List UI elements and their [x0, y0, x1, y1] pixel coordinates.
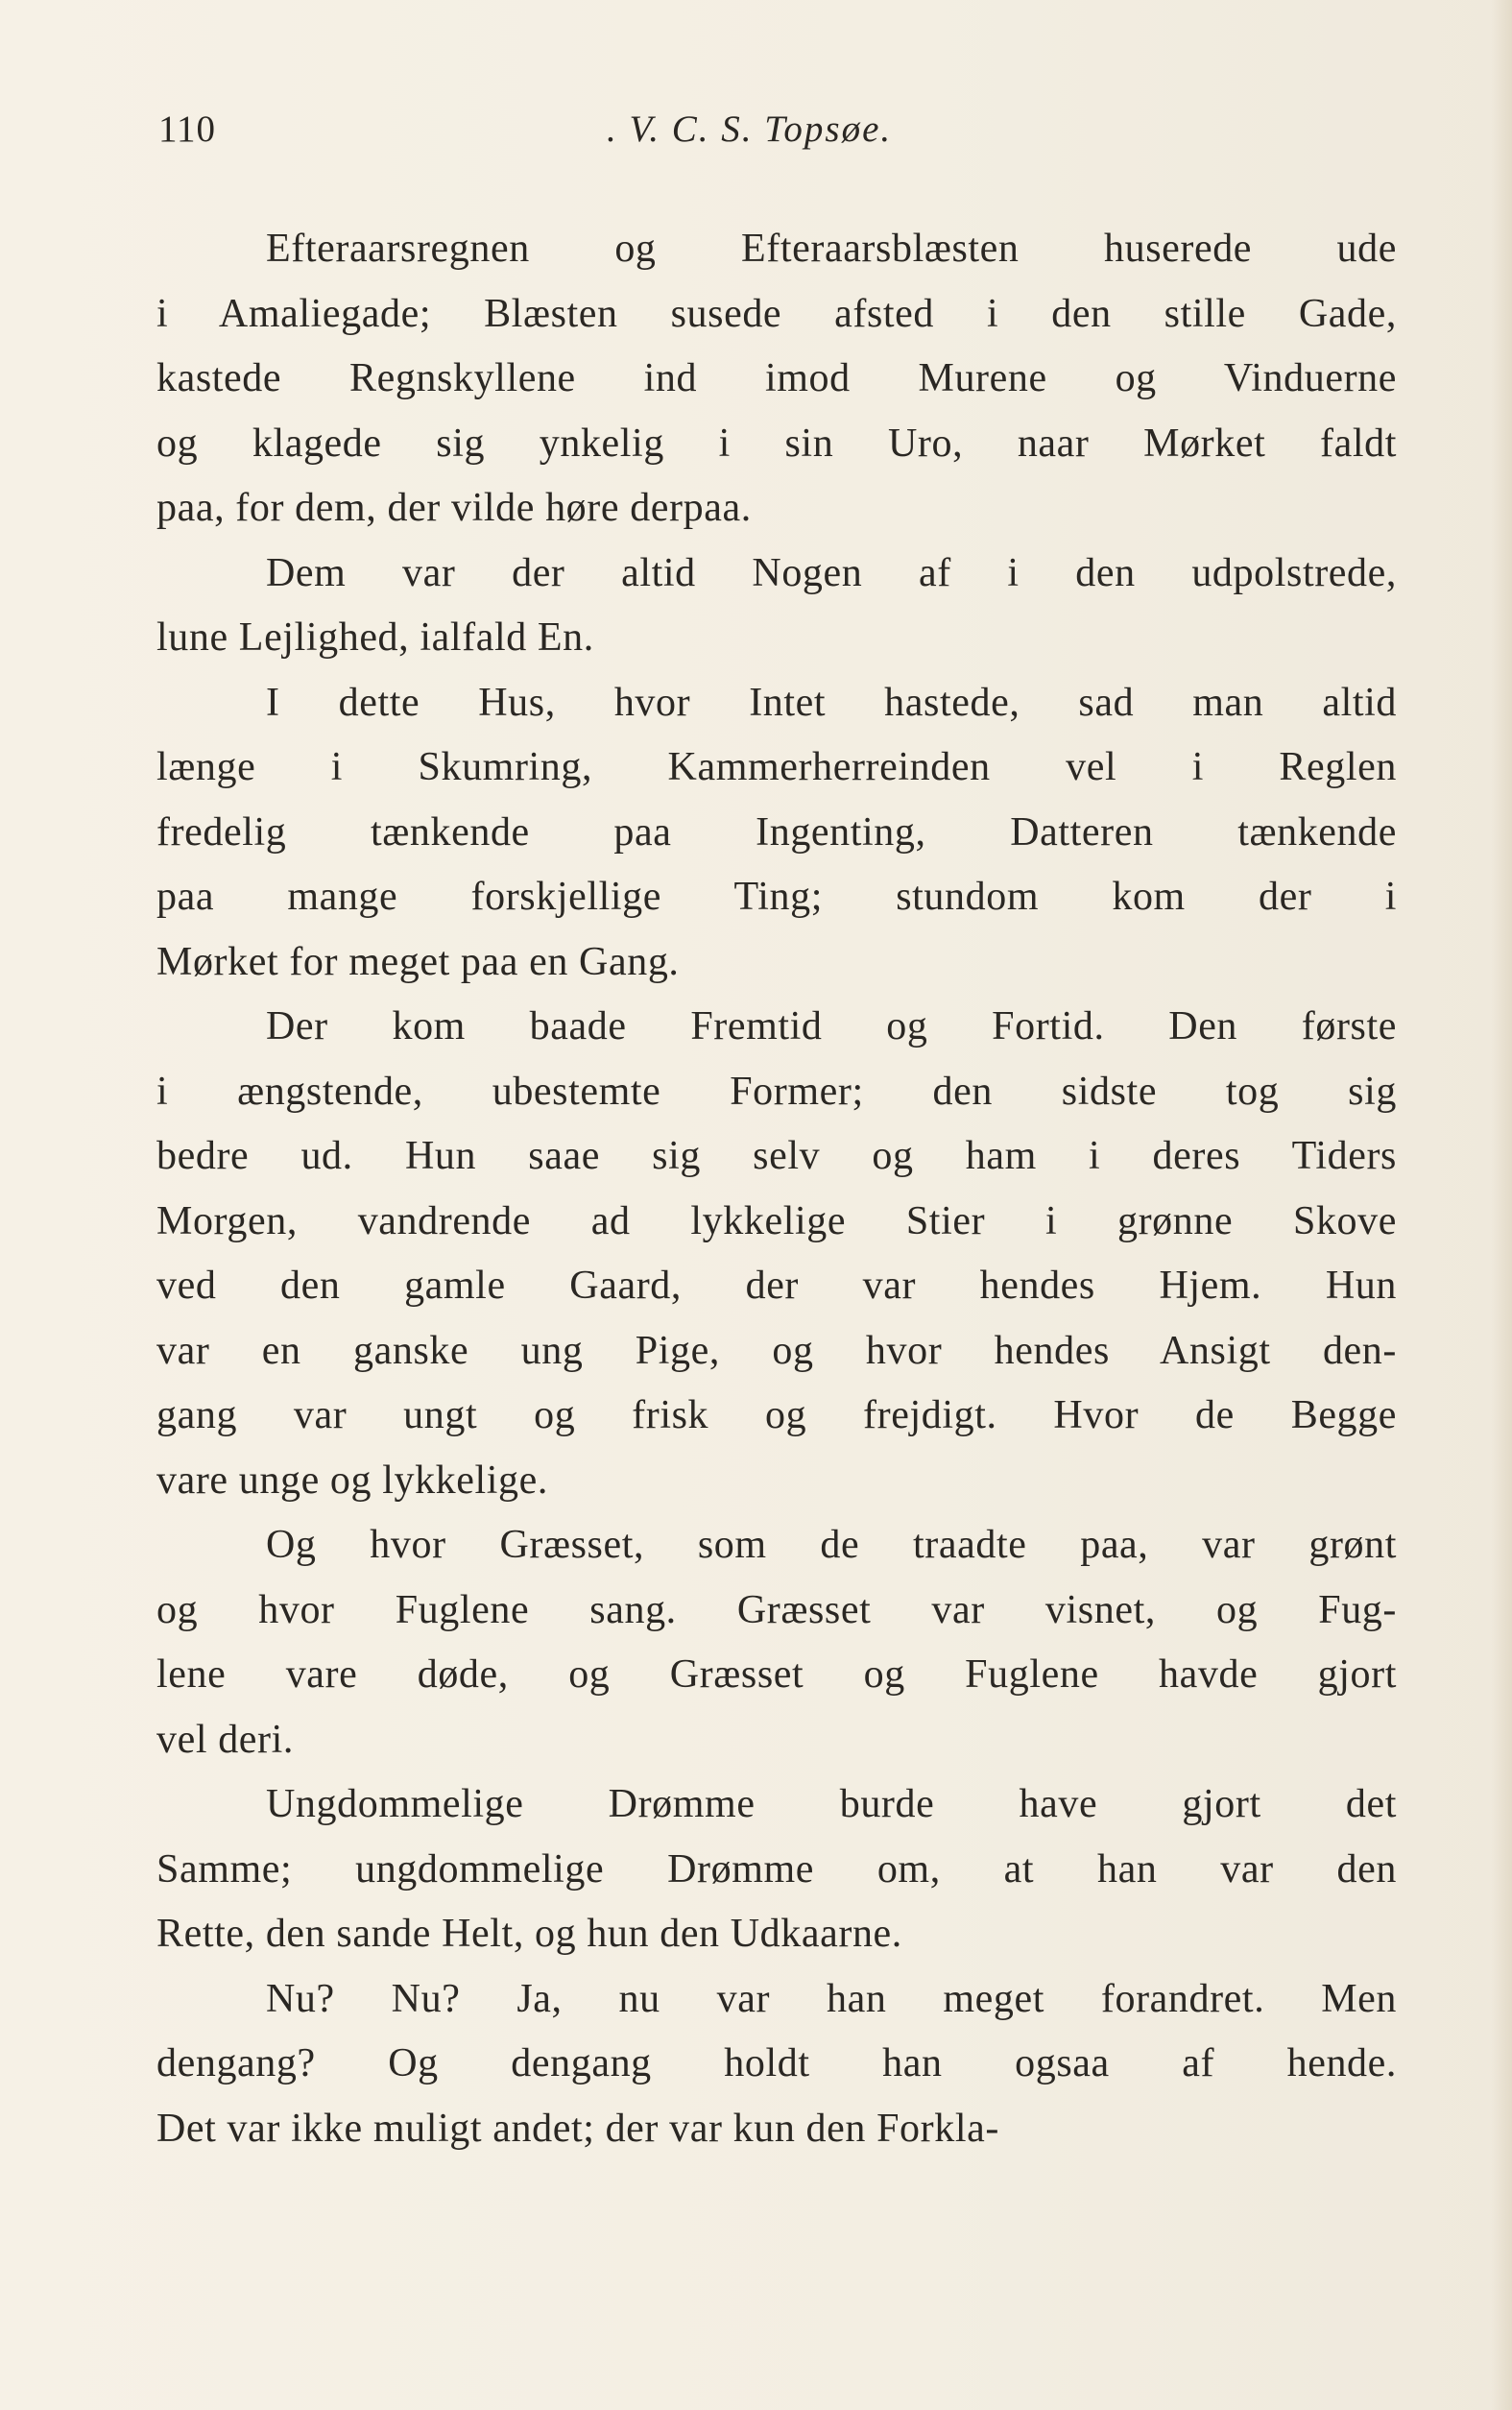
text-line: gang var ungt og frisk og frejdigt. Hvor de Begge: [156, 1393, 1397, 1437]
text-line: fredelig tænkende paa Ingenting, Datteren tænkende: [156, 809, 1397, 855]
body-text: [156, 217, 1397, 2161]
text-line: bedre ud. Hun saae sig selv og ham i deres Tiders: [156, 1134, 1397, 1178]
text-line: kastede Regnskyllene ind imod Murene og Vinduerne: [156, 356, 1397, 400]
paragraph: [156, 542, 1397, 671]
text-line: paa mange forskjellige Ting; stundom kom der i: [156, 875, 1397, 919]
text-line: Dem var der altid Nogen af i den udpolstrede,: [266, 550, 1397, 595]
text-line: og hvor Fuglene sang. Græsset var visnet, og Fug-: [156, 1587, 1397, 1632]
text-line: lene vare døde, og Græsset og Fuglene havde gjort: [156, 1652, 1397, 1697]
paragraph: [156, 217, 1397, 542]
paragraph: [156, 671, 1397, 996]
text-line: I dette Hus, hvor Intet hastede, sad man altid: [266, 680, 1397, 725]
text-line: dengang? Og dengang holdt han ogsaa af hende.: [156, 2041, 1397, 2085]
text-line: Det var ikke muligt andet; der var kun den Forkla-: [156, 2106, 999, 2151]
text-line: vel deri.: [156, 1717, 295, 1762]
text-line: Morgen, vandrende ad lykkelige Stier i grønne Skove: [156, 1198, 1397, 1243]
text-line: længe i Skumring, Kammerherreinden vel i Reglen: [156, 745, 1397, 789]
text-line: i Amaliegade; Blæsten susede afsted i den stille Gade,: [156, 291, 1397, 336]
page-edge-shadow: [1491, 0, 1512, 2410]
text-line: paa, for dem, der vilde høre derpaa.: [156, 486, 752, 530]
text-line: ved den gamle Gaard, der var hendes Hjem. Hun: [156, 1264, 1397, 1308]
text-line: Samme; ungdommelige Drømme om, at han var den: [156, 1846, 1397, 1892]
text-line: vare unge og lykkelige.: [156, 1458, 549, 1503]
text-line: Efteraarsregnen og Efteraarsblæsten huserede ude: [266, 227, 1397, 271]
text-line: Der kom baade Fremtid og Fortid. Den første: [266, 1004, 1397, 1048]
paragraph: [156, 1967, 1397, 2162]
paragraph: [156, 995, 1397, 1513]
text-line: Ungdommelige Drømme burde have gjort det: [266, 1782, 1397, 1826]
text-line: Rette, den sande Helt, og hun den Udkaarne.: [156, 1912, 902, 1956]
text-line: lune Lejlighed, ialfald En.: [156, 615, 594, 660]
text-line: og klagede sig ynkelig i sin Uro, naar Mørket faldt: [156, 421, 1397, 466]
page-number: 110: [158, 108, 217, 150]
text-line: Og hvor Græsset, som de traadte paa, var grønt: [266, 1523, 1397, 1567]
paragraph: [156, 1513, 1397, 1772]
running-head-title: . V. C. S. Topsøe.: [607, 108, 893, 150]
text-line: Mørket for meget paa en Gang.: [156, 939, 680, 984]
text-line: var en ganske ung Pige, og hvor hendes Ansigt den-: [156, 1328, 1397, 1373]
text-line: i ængstende, ubestemte Former; den sidste tog sig: [156, 1069, 1397, 1114]
text-line: Nu? Nu? Ja, nu var han meget forandret. Men: [266, 1976, 1397, 2021]
paragraph: [156, 1772, 1397, 1967]
running-head: [158, 108, 1397, 165]
